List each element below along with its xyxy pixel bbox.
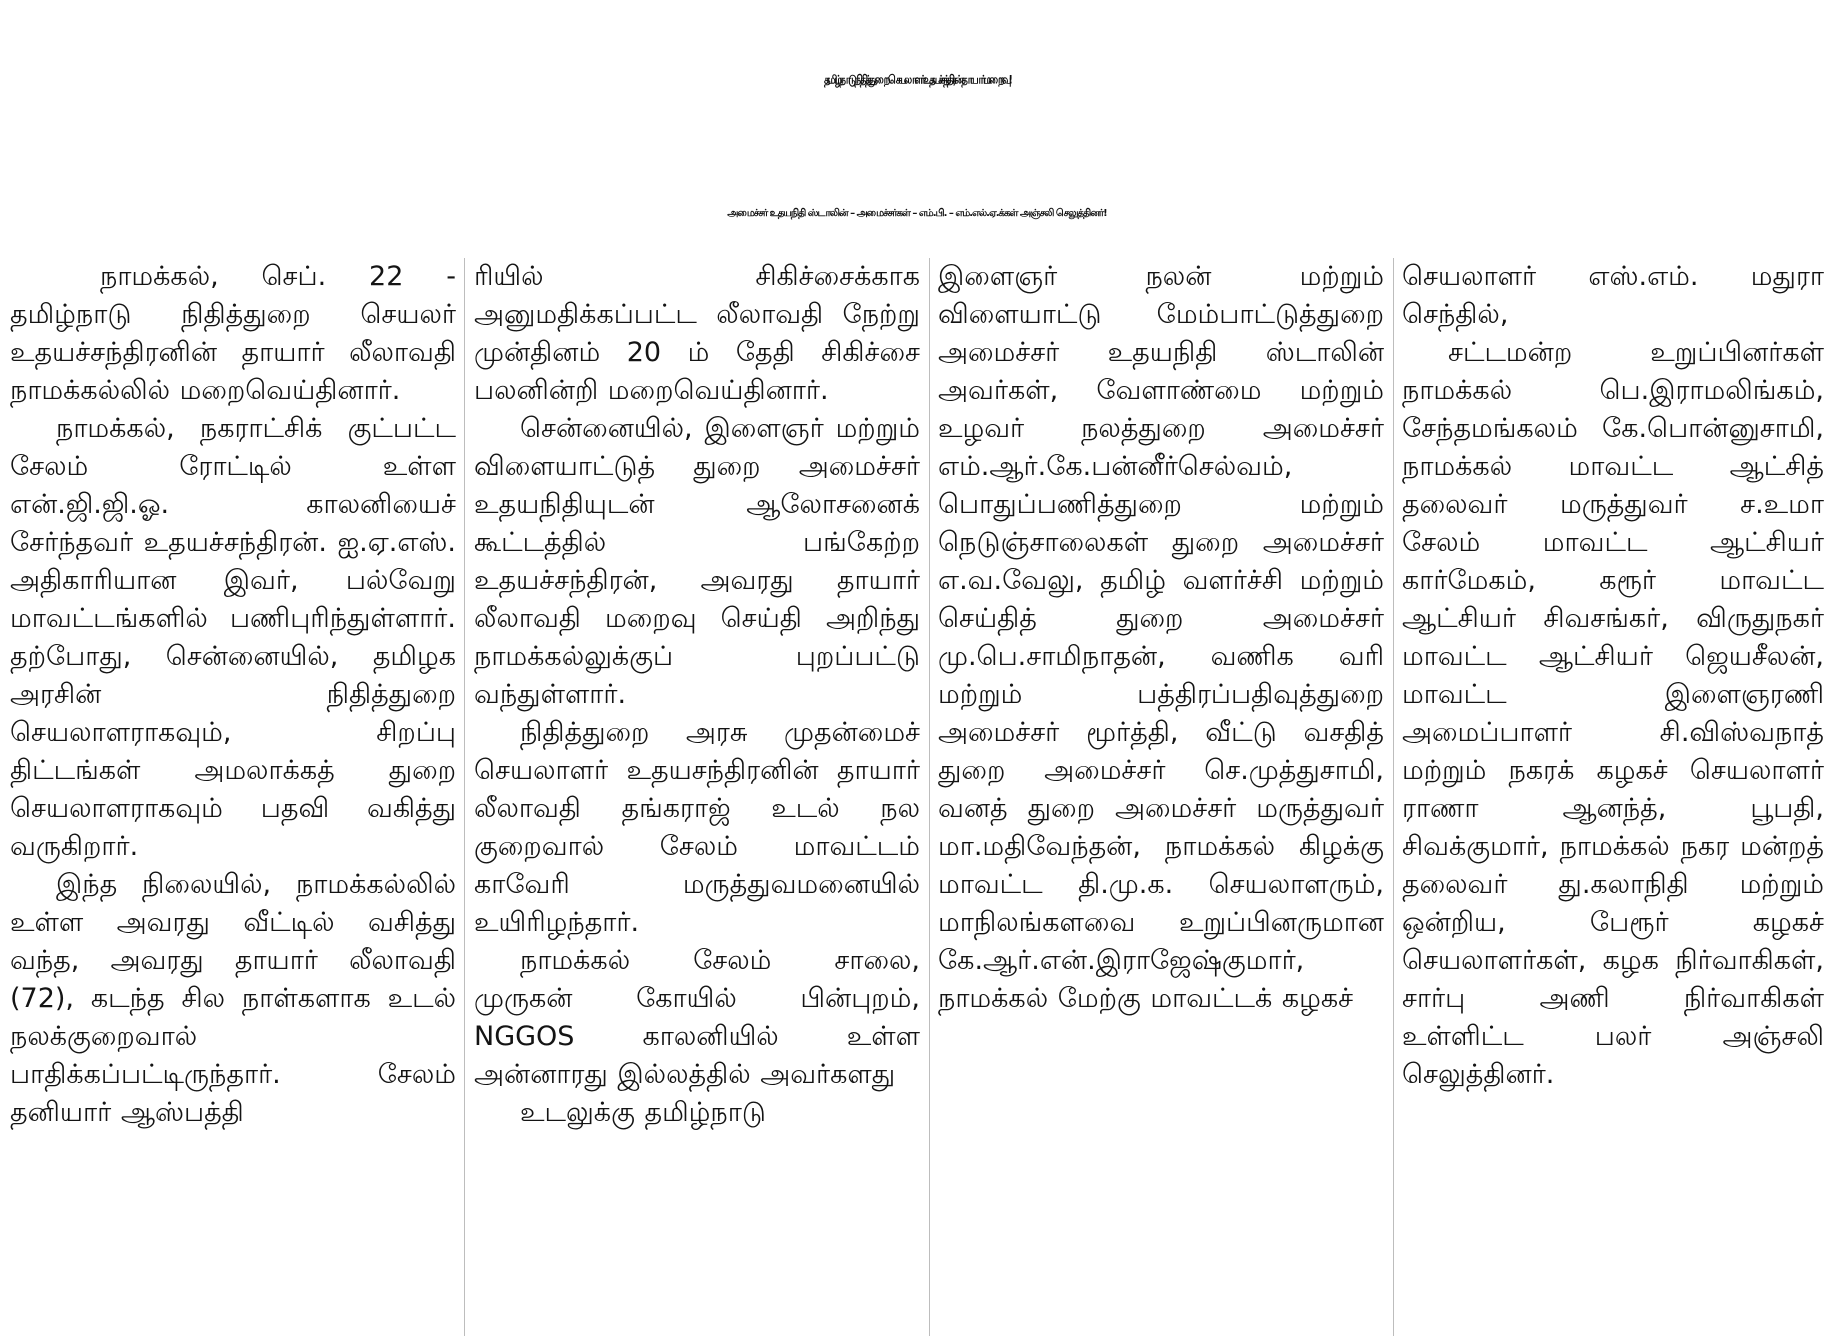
article-paragraph: செயலாளர் எஸ்.எம். மதுரா செந்தில், [1402, 261, 1824, 330]
headline: தமிழ்நாடு நிதித்துறை செயலாளர் உதயச்சந்திரன் தாயார் மறைவு! [824, 73, 1010, 87]
article-paragraph: ரியில் சிகிச்சைக்காக அனுமதிக்கப்பட்ட லீலாவதி நேற்று முன்தினம் 20 ம் தேதி சிகிச்சை பலனின்றி மறைவெய்தினார். [474, 261, 920, 406]
article-column-4 [1396, 258, 1830, 1338]
article-paragraph: நாமக்கல், செப். 22 - தமிழ்நாடு நிதித்துறை செயலர் உதயச்சந்திரனின் தாயார் லீலாவதி நாமக்கல்லில் மறைவெய்தினார். [10, 261, 456, 406]
article-paragraph: நிதித்துறை அரசு முதன்மைச் செயலாளர் உதயசந்திரனின் தாயார் லீலாவதி தங்கராஜ் உடல் நல குறைவால் சேலம் மாவட்டம் காவேரி மருத்துவமனையில் உயிரிழந்தார். [474, 717, 920, 938]
article-body [0, 258, 1834, 1338]
article-column-1 [4, 258, 462, 1338]
article-paragraph: இளைஞர் நலன் மற்றும் விளையாட்டு மேம்பாட்டுத்துறை அமைச்சர் உதயநிதி ஸ்டாலின் அவர்கள், வேளாண்மை மற்றும் உழவர் நலத்துறை அமைச்சர் எம்.ஆர்.கே.பன்னீர்செல்வம், பொதுப்பணித்துறை மற்றும் நெடுஞ்சாலைகள் துறை அமைச்சர் எ.வ.வேலு, தமிழ் வளர்ச்சி மற்றும் செய்தித் துறை அமைச்சர் மு.பெ.சாமிநாதன், வணிக வரி மற்றும் பத்திரப்பதிவுத்துறை அமைச்சர் மூர்த்தி, வீட்டு வசதித் துறை அமைச்சர் செ.முத்துசாமி, வனத் துறை அமைச்சர் மருத்துவர் மா.மதிவேந்தன், நாமக்கல் கிழக்கு மாவட்ட தி.மு.க. செயலாளரும், மாநிலங்களவை உறுப்பினருமான கே.ஆர்.என்.இராஜேஷ்குமார், நாமக்கல் மேற்கு மாவட்டக் கழகச் [938, 261, 1384, 1014]
article-paragraph: நாமக்கல், நகராட்சிக் குட்பட்ட சேலம் ரோட்டில் உள்ள என்.ஜி.ஜி.ஓ. காலனியைச் சேர்ந்தவர் உதயச்சந்திரன். ஐ.ஏ.எஸ். அதிகாரியான இவர், பல்வேறு மாவட்டங்களில் பணிபுரிந்துள்ளார். தற்போது, சென்னையில், தமிழக அரசின் நிதித்துறை செயலாளராகவும், சிறப்பு திட்டங்கள் அமலாக்கத் துறை செயலாளராகவும் பதவி வகித்து வருகிறார். [10, 413, 456, 862]
article-paragraph: இந்த நிலையில், நாமக்கல்லில் உள்ள அவரது வீட்டில் வசித்து வந்த, அவரது தாயார் லீலாவதி (72), கடந்த சில நாள்களாக உடல் நலக்குறைவால் பாதிக்கப்பட்டிருந்தார். சேலம் தனியார் ஆஸ்பத்தி [10, 869, 456, 1128]
article-paragraph: நாமக்கல் சேலம் சாலை, முருகன் கோயில் பின்புறம், NGGOS காலனியில் உள்ள அன்னாரது இல்லத்தில் அவர்களது [474, 945, 920, 1090]
article-paragraph: உடலுக்கு தமிழ்நாடு [520, 1097, 766, 1128]
article-paragraph: சட்டமன்ற உறுப்பினர்கள் நாமக்கல் பெ.இராமலிங்கம், சேந்தமங்கலம் கே.பொன்னுசாமி, நாமக்கல் மாவட்ட ஆட்சித் தலைவர் மருத்துவர் ச.உமா சேலம் மாவட்ட ஆட்சியர் கார்மேகம், கரூர் மாவட்ட ஆட்சியர் சிவசங்கர், விருதுநகர் மாவட்ட ஆட்சியர் ஜெயசீலன், மாவட்ட இளைஞரணி அமைப்பாளர் சி.விஸ்வநாத் மற்றும் நகரக் கழகச் செயலாளர் ராணா ஆனந்த், பூபதி, சிவக்குமார், நாமக்கல் நகர மன்றத் தலைவர் து.கலாநிதி மற்றும் ஒன்றிய, பேரூர் கழகச் செயலாளர்கள், கழக நிர்வாகிகள், சார்பு அணி நிர்வாகிகள் உள்ளிட்ட பலர் அஞ்சலி செலுத்தினர். [1402, 337, 1824, 1090]
article-column-3 [932, 258, 1390, 1338]
article-column-2 [468, 258, 926, 1338]
article-paragraph: சென்னையில், இளைஞர் மற்றும் விளையாட்டுத் துறை அமைச்சர் உதயநிதியுடன் ஆலோசனைக் கூட்டத்தில் பங்கேற்ற உதயச்சந்திரன், அவரது தாயார் லீலாவதி மறைவு செய்தி அறிந்து நாமக்கல்லுக்குப் புறப்பட்டு வந்துள்ளார். [474, 413, 920, 710]
subheadline: அமைச்சர் உதயநிதி ஸ்டாலின் – அமைச்சர்கள் – எம்.பி. – எம்.எல்.ஏ.க்கள் அஞ்சலி செலுத்தினர்! [727, 208, 1107, 219]
